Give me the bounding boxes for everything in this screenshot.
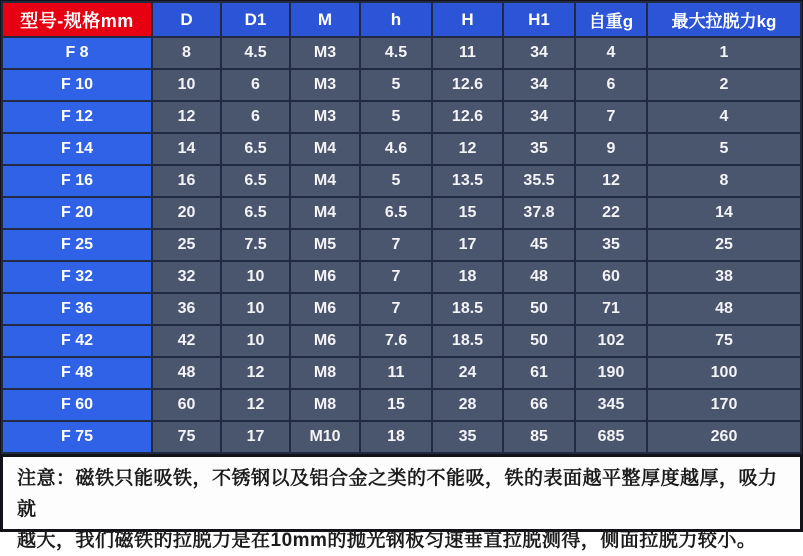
- table-cell: 85: [504, 422, 574, 452]
- note-box: [0, 455, 803, 551]
- table-cell: 7: [361, 294, 431, 324]
- row-header-f10: F 10: [3, 70, 151, 100]
- table-cell: 17: [222, 422, 289, 452]
- table-cell: 35: [433, 422, 502, 452]
- table-cell: 14: [648, 198, 800, 228]
- table-cell: 5: [361, 102, 431, 132]
- header-m: M: [291, 3, 359, 36]
- table-cell: M10: [291, 422, 359, 452]
- table-cell: 6.5: [222, 166, 289, 196]
- table-cell: 18: [433, 262, 502, 292]
- table-cell: 61: [504, 358, 574, 388]
- table-cell: 345: [576, 390, 646, 420]
- table-cell: 15: [361, 390, 431, 420]
- table-cell: 9: [576, 134, 646, 164]
- table-cell: 10: [222, 262, 289, 292]
- table-cell: 100: [648, 358, 800, 388]
- table-cell: 48: [648, 294, 800, 324]
- table-cell: 10: [222, 326, 289, 356]
- table-cell: 6.5: [361, 198, 431, 228]
- table-cell: 17: [433, 230, 502, 260]
- table-cell: 34: [504, 70, 574, 100]
- table-cell: M8: [291, 358, 359, 388]
- table-cell: 4.5: [222, 38, 289, 68]
- table-cell: M5: [291, 230, 359, 260]
- table-cell: 2: [648, 70, 800, 100]
- table-cell: 6.5: [222, 134, 289, 164]
- table-cell: 4: [648, 102, 800, 132]
- table-cell: 12.6: [433, 70, 502, 100]
- table-cell: 5: [648, 134, 800, 164]
- table-cell: 15: [433, 198, 502, 228]
- table-cell: 48: [504, 262, 574, 292]
- table-cell: 190: [576, 358, 646, 388]
- header-max-pull-kg: 最大拉脱力kg: [648, 3, 800, 36]
- table-cell: 8: [648, 166, 800, 196]
- row-header-f25: F 25: [3, 230, 151, 260]
- table-cell: 4: [576, 38, 646, 68]
- table-cell: 75: [648, 326, 800, 356]
- row-header-f14: F 14: [3, 134, 151, 164]
- header-weight-g: 自重g: [576, 3, 646, 36]
- table-cell: 60: [576, 262, 646, 292]
- table-cell: 10: [222, 294, 289, 324]
- table-cell: 10: [153, 70, 220, 100]
- table-cell: 12.6: [433, 102, 502, 132]
- table-cell: 37.8: [504, 198, 574, 228]
- header-d: D: [153, 3, 220, 36]
- table-cell: M6: [291, 326, 359, 356]
- table-cell: 170: [648, 390, 800, 420]
- table-cell: 25: [648, 230, 800, 260]
- table-cell: 5: [361, 70, 431, 100]
- table-cell: 260: [648, 422, 800, 452]
- table-cell: 7.6: [361, 326, 431, 356]
- table-cell: 7: [361, 230, 431, 260]
- table-cell: M6: [291, 262, 359, 292]
- table-cell: 18: [361, 422, 431, 452]
- table-cell: 6: [222, 70, 289, 100]
- row-header-f12: F 12: [3, 102, 151, 132]
- table-cell: 12: [222, 390, 289, 420]
- table-cell: 36: [153, 294, 220, 324]
- table-cell: 6: [576, 70, 646, 100]
- header-h: H: [433, 3, 502, 36]
- table-cell: 14: [153, 134, 220, 164]
- row-header-f36: F 36: [3, 294, 151, 324]
- table-cell: 7: [361, 262, 431, 292]
- table-cell: 32: [153, 262, 220, 292]
- table-cell: 12: [576, 166, 646, 196]
- table-cell: M8: [291, 390, 359, 420]
- table-cell: 7.5: [222, 230, 289, 260]
- table-cell: M6: [291, 294, 359, 324]
- table-cell: 13.5: [433, 166, 502, 196]
- table-cell: 25: [153, 230, 220, 260]
- row-header-f48: F 48: [3, 358, 151, 388]
- header-model-spec: 型号-规格mm: [3, 3, 151, 36]
- table-cell: M3: [291, 38, 359, 68]
- row-header-f20: F 20: [3, 198, 151, 228]
- table-cell: 75: [153, 422, 220, 452]
- row-header-f32: F 32: [3, 262, 151, 292]
- table-cell: 24: [433, 358, 502, 388]
- table-cell: 4.6: [361, 134, 431, 164]
- row-header-f42: F 42: [3, 326, 151, 356]
- table-cell: 22: [576, 198, 646, 228]
- table-cell: 50: [504, 294, 574, 324]
- table-cell: 102: [576, 326, 646, 356]
- table-cell: M4: [291, 166, 359, 196]
- table-cell: 1: [648, 38, 800, 68]
- table-cell: 35.5: [504, 166, 574, 196]
- header-h-small: h: [361, 3, 431, 36]
- table-cell: 35: [504, 134, 574, 164]
- table-cell: M3: [291, 70, 359, 100]
- row-header-f75: F 75: [3, 422, 151, 452]
- table-cell: 28: [433, 390, 502, 420]
- table-cell: 12: [222, 358, 289, 388]
- row-header-f16: F 16: [3, 166, 151, 196]
- table-cell: 71: [576, 294, 646, 324]
- table-cell: 12: [433, 134, 502, 164]
- table-cell: 11: [433, 38, 502, 68]
- row-header-f8: F 8: [3, 38, 151, 68]
- table-cell: 4.5: [361, 38, 431, 68]
- table-cell: 34: [504, 102, 574, 132]
- table-cell: 50: [504, 326, 574, 356]
- table-cell: 6: [222, 102, 289, 132]
- table-cell: M4: [291, 134, 359, 164]
- table-cell: 12: [153, 102, 220, 132]
- table-cell: 16: [153, 166, 220, 196]
- table-cell: M3: [291, 102, 359, 132]
- table-cell: 5: [361, 166, 431, 196]
- table-cell: 66: [504, 390, 574, 420]
- note-line-2: 越大，我们磁铁的拉脱力是在10mm的抛光钢板匀速垂直拉脱测得，侧面拉脱力较小。: [17, 530, 757, 551]
- table-cell: 7: [576, 102, 646, 132]
- table-cell: 6.5: [222, 198, 289, 228]
- table-cell: M4: [291, 198, 359, 228]
- table-cell: 35: [576, 230, 646, 260]
- table-cell: 34: [504, 38, 574, 68]
- table-cell: 18.5: [433, 294, 502, 324]
- table-cell: 11: [361, 358, 431, 388]
- table-cell: 48: [153, 358, 220, 388]
- table-cell: 18.5: [433, 326, 502, 356]
- table-cell: 60: [153, 390, 220, 420]
- row-header-f60: F 60: [3, 390, 151, 420]
- table-cell: 45: [504, 230, 574, 260]
- table-cell: 42: [153, 326, 220, 356]
- table-cell: 685: [576, 422, 646, 452]
- note-line-1: 注意：磁铁只能吸铁，不锈钢以及铝合金之类的不能吸，铁的表面越平整厚度越厚，吸力就: [17, 468, 778, 520]
- header-d1: D1: [222, 3, 289, 36]
- table-cell: 20: [153, 198, 220, 228]
- table-cell: 38: [648, 262, 800, 292]
- table-cell: 8: [153, 38, 220, 68]
- header-h1: H1: [504, 3, 574, 36]
